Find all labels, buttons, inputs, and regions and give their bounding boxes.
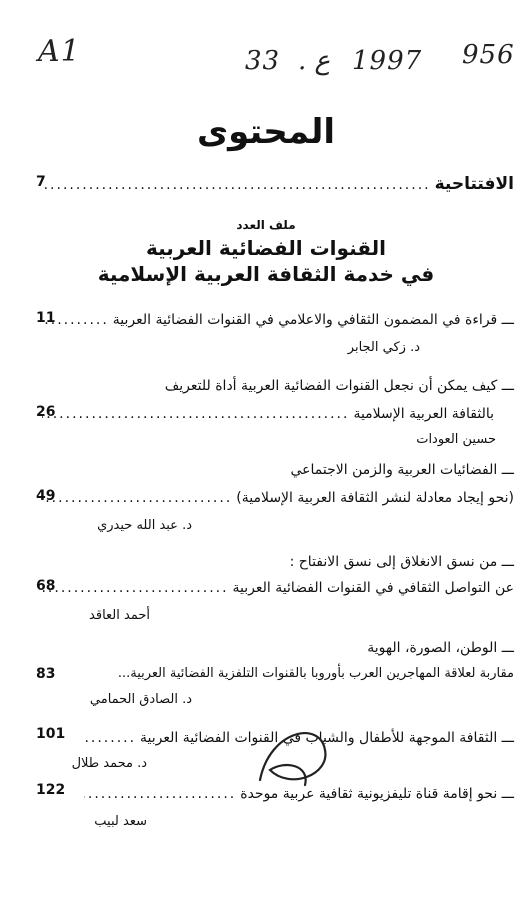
toc-entry[interactable] [38,406,494,422]
handwritten-number: 956 [462,40,515,70]
entry-title-continued: مقاربة لعلاقة المهاجرين العرب بأوروبا بالقنوات التلفزية الفضائية العربية... [117,666,514,681]
entry-author: حسين العودات [416,432,496,447]
entry-author: د. الصادق الحمامي [89,692,192,707]
entry-author: أحمد العاقد [89,608,150,623]
entry-title[interactable]: ـــ من نسق الانغلاق إلى نسق الانفتاح : [289,554,514,570]
entry-author: د. محمد طلال [71,756,147,771]
entry-title: ـــ نحو إقامة قناة تليفزيونية ثقافية عربية موحدة [240,786,514,802]
dot-leader [42,490,232,506]
entry-page-number: 49 [36,488,56,504]
intro-page-number: 7 [36,174,46,190]
entry-title[interactable]: ـــ الوطن، الصورة، الهوية [367,640,514,656]
entry-title[interactable]: ـــ الفضائيات العربية والزمن الاجتماعي [290,462,514,478]
dossier-label: ملف العدد [236,218,296,232]
handwritten-year: 1997 [352,46,423,76]
entry-author: سعد لبيب [94,814,147,829]
dot-leader [84,786,236,802]
dot-leader [84,730,136,746]
toc-entry[interactable] [76,666,514,681]
entry-page-number: 68 [36,578,56,594]
entry-title[interactable]: ـــ كيف يمكن أن نجعل القنوات الفضائية العربية أداة للتعريف [164,378,514,394]
handwritten-a1: A1 [38,34,81,69]
entry-title: ـــ قراءة في المضمون الثقافي والاعلامي في القنوات الفضائية العربية [112,312,514,328]
intro-entry[interactable] [38,174,514,194]
entry-author: د. زكي الجابر [347,340,420,355]
scribble-mark [250,720,340,800]
intro-label: الافتتاحية [434,174,514,194]
dot-leader [42,580,229,596]
dossier-title-line2: في خدمة الثقافة العربية الإسلامية [97,262,435,286]
entry-title-continued: عن التواصل الثقافي في القنوات الفضائية العربية [232,580,514,596]
entry-title-continued: (نحو إيجاد معادلة لنشر الثقافة العربية الإسلامية) [236,490,514,506]
page-title: المحتوى [196,112,336,152]
handwritten-number: 33 [245,46,281,76]
toc-entry[interactable] [38,490,514,506]
entry-author: د. عبد الله حيدري [97,518,192,533]
dossier-title-line1: القنوات الفضائية العربية [145,236,387,260]
dot-leader [42,406,349,422]
handwritten-letter: . ع [298,46,331,76]
entry-title-continued: بالثقافة العربية الإسلامية [353,406,494,422]
entry-page-number: 26 [36,404,56,420]
entry-page-number: 122 [36,782,66,798]
entry-page-number: 83 [36,666,56,682]
toc-entry[interactable] [38,580,514,596]
entry-title: ـــ الثقافة الموجهة للأطفال والشباب في القنوات الفضائية العربية [140,730,514,746]
entry-page-number: 101 [36,726,66,742]
dot-leader [42,177,431,193]
toc-entry[interactable] [38,312,514,328]
entry-page-number: 11 [36,310,56,326]
